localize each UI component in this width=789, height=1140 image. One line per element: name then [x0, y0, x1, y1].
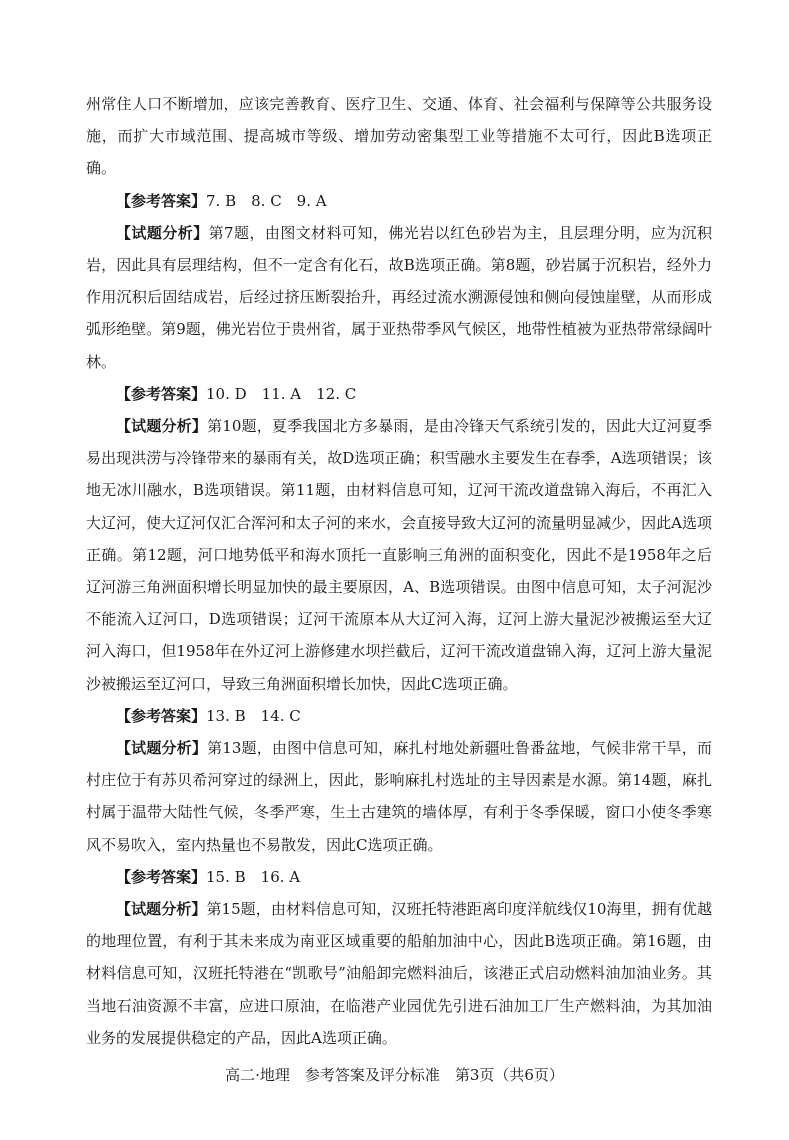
analysis-paragraph-15-16: [86, 893, 712, 1054]
analysis-label: 【试题分析】: [116, 417, 208, 436]
analysis-label: 【试题分析】: [116, 900, 207, 919]
paragraph-text: 州常住人口不断增加，应该完善教育、医疗卫生、交通、体育、社会福利与保障等公共服务设施，而扩大市域范围、提高城市等级、增加劳动密集型工业等措施不太可行，因此B选项正确。: [86, 95, 712, 178]
answer-label: 【参考答案】: [116, 384, 207, 403]
document-body: [86, 88, 712, 1054]
page-footer: 高二·地理 参考答案及评分标准 第3页（共6页）: [225, 1066, 564, 1084]
analysis-paragraph-7-9: [86, 217, 712, 378]
answer-text: 7. B 8. C 9. A: [206, 191, 327, 210]
analysis-label: 【试题分析】: [116, 223, 209, 242]
answer-paragraph-7-9: [86, 185, 712, 217]
answer-paragraph-15-16: [86, 861, 712, 893]
analysis-paragraph-13-14: [86, 732, 712, 861]
analysis-text: 第15题，由材料信息可知，汉班托特港距离印度洋航线仅10海里，拥有优越的地理位置，有利于其未来成为南亚区域重要的船舶加油中心，因此B选项正确。第16题，由材料信息可知，汉班托特港在“凯歌号”油船卸完燃料油后，该港正式启动燃料油加油业务。其当地石油资源不丰富，应进口原油，在临港产业园优先引进石油加工厂生产燃料油，为其加油业务的发展提供稳定的产品，因此A选项正确。: [86, 900, 712, 1047]
analysis-label: 【试题分析】: [116, 739, 208, 758]
analysis-text: 第7题，由图文材料可知，佛光岩以红色砂岩为主，且层理分明，应为沉积岩，因此具有层理结构，但不一定含有化石，故B选项正确。第8题，砂岩属于沉积岩，经外力作用沉积后固结成岩，后经过挤压断裂抬升，再经过流水溯源侵蚀和侧向侵蚀崖壁，从而形成弧形绝壁。第9题，佛光岩位于贵州省，属于亚热带季风气候区，地带性植被为亚热带常绿阔叶林。: [86, 223, 712, 371]
analysis-text: 第10题，夏季我国北方多暴雨，是由冷锋天气系统引发的，因此大辽河夏季易出现洪涝与冷锋带来的暴雨有关，故D选项正确；积雪融水主要发生在春季，A选项错误；该地无冰川融水，B选项错误。第11题，由材料信息可知，辽河干流改道盘锦入海后，不再汇入大辽河，使大辽河仅汇合浑河和太子河的来水，会直接导致大辽河的流量明显减少，因此A选项正确。第12题，河口地势低平和海水顶托一直影响三角洲的面积变化，因此不是1958年之后辽河游三角洲面积增长明显加快的最主要原因，A、B选项错误。由图中信息可知，太子河泥沙不能流入辽河口，D选项错误；辽河干流原本从大辽河入海，辽河上游大量泥沙被搬运至大辽河入海口，但1958年在外辽河上游修建水坝拦截后，辽河干流改道盘锦入海，辽河上游大量泥沙被搬运至辽河口，导致三角洲面积增长加快，因此C选项正确。: [86, 417, 712, 693]
answer-text: 13. B 14. C: [206, 706, 301, 725]
answer-paragraph-13-14: [86, 700, 712, 732]
analysis-text: 第13题，由图中信息可知，麻扎村地处新疆吐鲁番盆地，气候非常干旱，而村庄位于有苏贝希河穿过的绿洲上，因此，影响麻扎村选址的主导因素是水源。第14题，麻扎村属于温带大陆性气候，冬季严寒，生土古建筑的墙体厚，有利于冬季保暖，窗口小使冬季寒风不易吹入，室内热量也不易散发，因此C选项正确。: [86, 739, 712, 854]
answer-label: 【参考答案】: [116, 867, 207, 886]
answer-label: 【参考答案】: [116, 706, 207, 725]
paragraph-continuation: [86, 88, 712, 185]
answer-text: 15. B 16. A: [206, 867, 301, 886]
analysis-paragraph-10-12: [86, 410, 712, 700]
answer-paragraph-10-12: [86, 378, 712, 410]
answer-label: 【参考答案】: [116, 191, 207, 210]
answer-text: 10. D 11. A 12. C: [206, 384, 357, 403]
